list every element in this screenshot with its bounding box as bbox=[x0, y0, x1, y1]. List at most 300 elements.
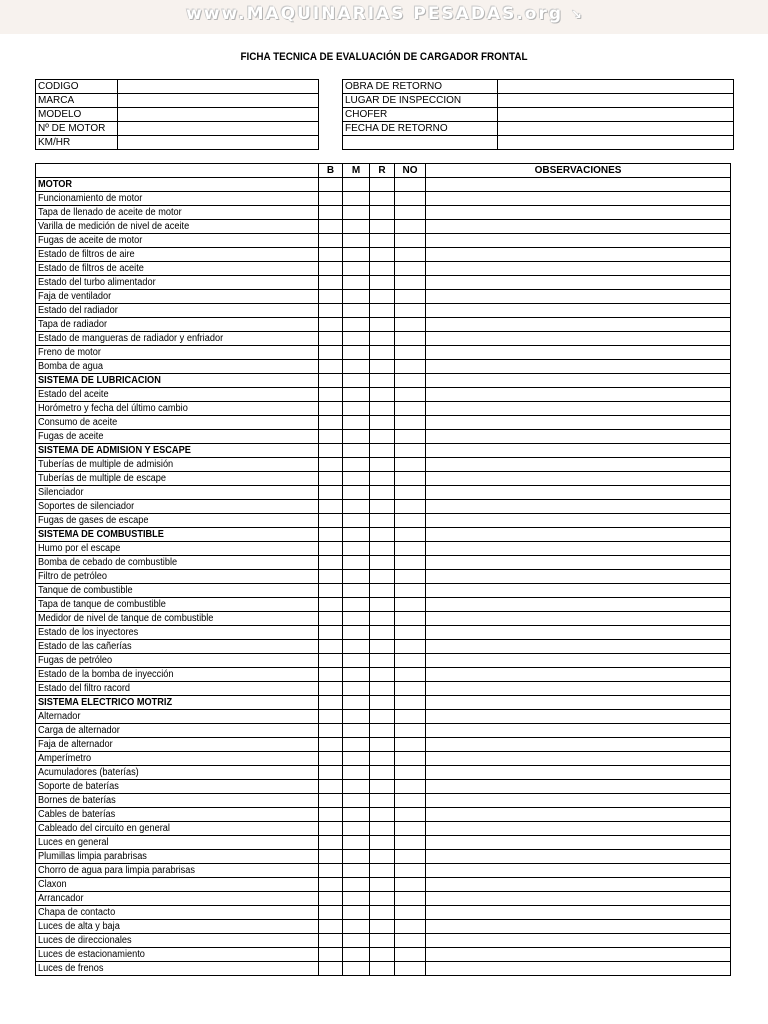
check-m-cell[interactable] bbox=[343, 780, 370, 794]
check-m-cell[interactable] bbox=[343, 304, 370, 318]
check-r-cell[interactable] bbox=[370, 486, 395, 500]
check-b-cell[interactable] bbox=[319, 332, 343, 346]
observaciones-cell[interactable] bbox=[426, 374, 731, 388]
check-no-cell[interactable] bbox=[395, 528, 426, 542]
check-b-cell[interactable] bbox=[319, 864, 343, 878]
check-no-cell[interactable] bbox=[395, 920, 426, 934]
check-b-cell[interactable] bbox=[319, 584, 343, 598]
check-b-cell[interactable] bbox=[319, 682, 343, 696]
check-no-cell[interactable] bbox=[395, 738, 426, 752]
observaciones-cell[interactable] bbox=[426, 640, 731, 654]
check-b-cell[interactable] bbox=[319, 360, 343, 374]
info-row bbox=[343, 122, 734, 136]
check-m-cell[interactable] bbox=[343, 486, 370, 500]
check-no-cell[interactable] bbox=[395, 430, 426, 444]
check-r-cell[interactable] bbox=[370, 206, 395, 220]
check-m-cell[interactable] bbox=[343, 276, 370, 290]
check-m-cell[interactable] bbox=[343, 836, 370, 850]
observaciones-cell[interactable] bbox=[426, 570, 731, 584]
check-no-cell[interactable] bbox=[395, 444, 426, 458]
observaciones-cell[interactable] bbox=[426, 276, 731, 290]
check-r-cell[interactable] bbox=[370, 542, 395, 556]
check-b-cell[interactable] bbox=[319, 668, 343, 682]
observaciones-cell[interactable] bbox=[426, 556, 731, 570]
check-no-cell[interactable] bbox=[395, 360, 426, 374]
observaciones-cell[interactable] bbox=[426, 430, 731, 444]
observaciones-cell[interactable] bbox=[426, 850, 731, 864]
check-r-cell[interactable] bbox=[370, 514, 395, 528]
check-m-cell[interactable] bbox=[343, 906, 370, 920]
check-r-cell[interactable] bbox=[370, 640, 395, 654]
check-r-cell[interactable] bbox=[370, 528, 395, 542]
check-b-cell[interactable] bbox=[319, 822, 343, 836]
observaciones-cell[interactable] bbox=[426, 654, 731, 668]
observaciones-cell[interactable] bbox=[426, 234, 731, 248]
check-no-cell[interactable] bbox=[395, 178, 426, 192]
info-value-field[interactable] bbox=[118, 136, 319, 150]
check-m-cell[interactable] bbox=[343, 556, 370, 570]
checklist-row bbox=[36, 808, 731, 822]
check-r-cell[interactable] bbox=[370, 416, 395, 430]
check-b-cell[interactable] bbox=[319, 542, 343, 556]
observaciones-cell[interactable] bbox=[426, 780, 731, 794]
check-no-cell[interactable] bbox=[395, 626, 426, 640]
check-m-cell[interactable] bbox=[343, 332, 370, 346]
observaciones-cell[interactable] bbox=[426, 668, 731, 682]
info-value-field[interactable] bbox=[118, 94, 319, 108]
info-row bbox=[343, 108, 734, 122]
check-r-cell[interactable] bbox=[370, 934, 395, 948]
check-b-cell[interactable] bbox=[319, 850, 343, 864]
check-b-cell[interactable] bbox=[319, 738, 343, 752]
observaciones-cell[interactable] bbox=[426, 332, 731, 346]
check-r-cell[interactable] bbox=[370, 822, 395, 836]
check-b-cell[interactable] bbox=[319, 444, 343, 458]
check-r-cell[interactable] bbox=[370, 920, 395, 934]
check-b-cell[interactable] bbox=[319, 304, 343, 318]
check-no-cell[interactable] bbox=[395, 864, 426, 878]
check-b-cell[interactable] bbox=[319, 220, 343, 234]
check-no-cell[interactable] bbox=[395, 500, 426, 514]
check-b-cell[interactable] bbox=[319, 696, 343, 710]
check-r-cell[interactable] bbox=[370, 808, 395, 822]
check-no-cell[interactable] bbox=[395, 276, 426, 290]
check-no-cell[interactable] bbox=[395, 822, 426, 836]
check-r-cell[interactable] bbox=[370, 430, 395, 444]
observaciones-cell[interactable] bbox=[426, 458, 731, 472]
check-m-cell[interactable] bbox=[343, 402, 370, 416]
check-m-cell[interactable] bbox=[343, 514, 370, 528]
check-m-cell[interactable] bbox=[343, 262, 370, 276]
check-r-cell[interactable] bbox=[370, 556, 395, 570]
check-m-cell[interactable] bbox=[343, 682, 370, 696]
observaciones-cell[interactable] bbox=[426, 206, 731, 220]
observaciones-cell[interactable] bbox=[426, 766, 731, 780]
observaciones-cell[interactable] bbox=[426, 472, 731, 486]
observaciones-cell[interactable] bbox=[426, 248, 731, 262]
observaciones-cell[interactable] bbox=[426, 304, 731, 318]
check-no-cell[interactable] bbox=[395, 346, 426, 360]
observaciones-cell[interactable] bbox=[426, 262, 731, 276]
check-r-cell[interactable] bbox=[370, 248, 395, 262]
check-no-cell[interactable] bbox=[395, 388, 426, 402]
check-no-cell[interactable] bbox=[395, 556, 426, 570]
info-value-field[interactable] bbox=[118, 80, 319, 94]
check-b-cell[interactable] bbox=[319, 878, 343, 892]
check-b-cell[interactable] bbox=[319, 318, 343, 332]
info-value-field[interactable] bbox=[498, 108, 734, 122]
check-r-cell[interactable] bbox=[370, 500, 395, 514]
check-m-cell[interactable] bbox=[343, 220, 370, 234]
observaciones-cell[interactable] bbox=[426, 500, 731, 514]
check-no-cell[interactable] bbox=[395, 948, 426, 962]
check-b-cell[interactable] bbox=[319, 640, 343, 654]
check-no-cell[interactable] bbox=[395, 668, 426, 682]
check-m-cell[interactable] bbox=[343, 234, 370, 248]
check-m-cell[interactable] bbox=[343, 472, 370, 486]
check-m-cell[interactable] bbox=[343, 738, 370, 752]
check-no-cell[interactable] bbox=[395, 780, 426, 794]
check-r-cell[interactable] bbox=[370, 458, 395, 472]
check-m-cell[interactable] bbox=[343, 878, 370, 892]
observaciones-cell[interactable] bbox=[426, 318, 731, 332]
check-no-cell[interactable] bbox=[395, 794, 426, 808]
check-b-cell[interactable] bbox=[319, 346, 343, 360]
check-b-cell[interactable] bbox=[319, 472, 343, 486]
observaciones-cell[interactable] bbox=[426, 682, 731, 696]
check-no-cell[interactable] bbox=[395, 290, 426, 304]
check-b-cell[interactable] bbox=[319, 934, 343, 948]
check-m-cell[interactable] bbox=[343, 850, 370, 864]
observaciones-cell[interactable] bbox=[426, 822, 731, 836]
check-r-cell[interactable] bbox=[370, 696, 395, 710]
check-m-cell[interactable] bbox=[343, 808, 370, 822]
check-m-cell[interactable] bbox=[343, 724, 370, 738]
check-r-cell[interactable] bbox=[370, 598, 395, 612]
header-item bbox=[36, 164, 319, 178]
check-m-cell[interactable] bbox=[343, 696, 370, 710]
check-m-cell[interactable] bbox=[343, 346, 370, 360]
check-r-cell[interactable] bbox=[370, 724, 395, 738]
check-r-cell[interactable] bbox=[370, 892, 395, 906]
observaciones-cell[interactable] bbox=[426, 934, 731, 948]
check-no-cell[interactable] bbox=[395, 192, 426, 206]
check-m-cell[interactable] bbox=[343, 290, 370, 304]
observaciones-cell[interactable] bbox=[426, 388, 731, 402]
check-b-cell[interactable] bbox=[319, 654, 343, 668]
check-b-cell[interactable] bbox=[319, 570, 343, 584]
check-m-cell[interactable] bbox=[343, 248, 370, 262]
check-m-cell[interactable] bbox=[343, 752, 370, 766]
check-no-cell[interactable] bbox=[395, 374, 426, 388]
observaciones-cell[interactable] bbox=[426, 542, 731, 556]
check-m-cell[interactable] bbox=[343, 962, 370, 976]
check-b-cell[interactable] bbox=[319, 416, 343, 430]
check-b-cell[interactable] bbox=[319, 808, 343, 822]
check-r-cell[interactable] bbox=[370, 178, 395, 192]
check-m-cell[interactable] bbox=[343, 178, 370, 192]
info-value-field[interactable] bbox=[498, 94, 734, 108]
check-r-cell[interactable] bbox=[370, 738, 395, 752]
check-no-cell[interactable] bbox=[395, 724, 426, 738]
check-no-cell[interactable] bbox=[395, 416, 426, 430]
observaciones-cell[interactable] bbox=[426, 808, 731, 822]
check-m-cell[interactable] bbox=[343, 598, 370, 612]
check-r-cell[interactable] bbox=[370, 850, 395, 864]
observaciones-cell[interactable] bbox=[426, 346, 731, 360]
check-b-cell[interactable] bbox=[319, 598, 343, 612]
check-r-cell[interactable] bbox=[370, 318, 395, 332]
check-b-cell[interactable] bbox=[319, 262, 343, 276]
check-r-cell[interactable] bbox=[370, 710, 395, 724]
check-r-cell[interactable] bbox=[370, 682, 395, 696]
check-b-cell[interactable] bbox=[319, 724, 343, 738]
info-value-field[interactable] bbox=[118, 108, 319, 122]
check-r-cell[interactable] bbox=[370, 332, 395, 346]
check-no-cell[interactable] bbox=[395, 766, 426, 780]
observaciones-cell[interactable] bbox=[426, 724, 731, 738]
check-r-cell[interactable] bbox=[370, 220, 395, 234]
check-m-cell[interactable] bbox=[343, 920, 370, 934]
observaciones-cell[interactable] bbox=[426, 864, 731, 878]
check-r-cell[interactable] bbox=[370, 836, 395, 850]
check-b-cell[interactable] bbox=[319, 248, 343, 262]
check-b-cell[interactable] bbox=[319, 920, 343, 934]
check-no-cell[interactable] bbox=[395, 472, 426, 486]
check-m-cell[interactable] bbox=[343, 444, 370, 458]
observaciones-cell[interactable] bbox=[426, 416, 731, 430]
check-no-cell[interactable] bbox=[395, 682, 426, 696]
check-b-cell[interactable] bbox=[319, 710, 343, 724]
check-no-cell[interactable] bbox=[395, 248, 426, 262]
check-r-cell[interactable] bbox=[370, 612, 395, 626]
check-no-cell[interactable] bbox=[395, 234, 426, 248]
check-b-cell[interactable] bbox=[319, 556, 343, 570]
observaciones-cell[interactable] bbox=[426, 794, 731, 808]
check-r-cell[interactable] bbox=[370, 472, 395, 486]
check-r-cell[interactable] bbox=[370, 276, 395, 290]
check-b-cell[interactable] bbox=[319, 528, 343, 542]
check-b-cell[interactable] bbox=[319, 766, 343, 780]
check-no-cell[interactable] bbox=[395, 332, 426, 346]
check-b-cell[interactable] bbox=[319, 192, 343, 206]
check-r-cell[interactable] bbox=[370, 878, 395, 892]
observaciones-cell[interactable] bbox=[426, 878, 731, 892]
observaciones-cell[interactable] bbox=[426, 892, 731, 906]
check-m-cell[interactable] bbox=[343, 430, 370, 444]
check-r-cell[interactable] bbox=[370, 654, 395, 668]
check-no-cell[interactable] bbox=[395, 640, 426, 654]
observaciones-cell[interactable] bbox=[426, 948, 731, 962]
observaciones-cell[interactable] bbox=[426, 528, 731, 542]
check-b-cell[interactable] bbox=[319, 206, 343, 220]
check-no-cell[interactable] bbox=[395, 934, 426, 948]
check-no-cell[interactable] bbox=[395, 570, 426, 584]
check-m-cell[interactable] bbox=[343, 388, 370, 402]
check-no-cell[interactable] bbox=[395, 318, 426, 332]
observaciones-cell[interactable] bbox=[426, 752, 731, 766]
check-r-cell[interactable] bbox=[370, 346, 395, 360]
observaciones-cell[interactable] bbox=[426, 220, 731, 234]
observaciones-cell[interactable] bbox=[426, 178, 731, 192]
check-m-cell[interactable] bbox=[343, 416, 370, 430]
check-no-cell[interactable] bbox=[395, 220, 426, 234]
info-value-field[interactable] bbox=[498, 122, 734, 136]
check-m-cell[interactable] bbox=[343, 570, 370, 584]
check-b-cell[interactable] bbox=[319, 178, 343, 192]
check-b-cell[interactable] bbox=[319, 794, 343, 808]
check-m-cell[interactable] bbox=[343, 542, 370, 556]
check-m-cell[interactable] bbox=[343, 654, 370, 668]
info-value-field[interactable] bbox=[498, 80, 734, 94]
check-r-cell[interactable] bbox=[370, 304, 395, 318]
check-r-cell[interactable] bbox=[370, 752, 395, 766]
check-m-cell[interactable] bbox=[343, 710, 370, 724]
observaciones-cell[interactable] bbox=[426, 626, 731, 640]
observaciones-cell[interactable] bbox=[426, 360, 731, 374]
check-no-cell[interactable] bbox=[395, 696, 426, 710]
observaciones-cell[interactable] bbox=[426, 738, 731, 752]
check-m-cell[interactable] bbox=[343, 934, 370, 948]
check-r-cell[interactable] bbox=[370, 794, 395, 808]
check-r-cell[interactable] bbox=[370, 570, 395, 584]
check-r-cell[interactable] bbox=[370, 444, 395, 458]
check-no-cell[interactable] bbox=[395, 458, 426, 472]
check-r-cell[interactable] bbox=[370, 360, 395, 374]
check-m-cell[interactable] bbox=[343, 458, 370, 472]
check-m-cell[interactable] bbox=[343, 864, 370, 878]
check-m-cell[interactable] bbox=[343, 822, 370, 836]
observaciones-cell[interactable] bbox=[426, 962, 731, 976]
observaciones-cell[interactable] bbox=[426, 444, 731, 458]
check-no-cell[interactable] bbox=[395, 206, 426, 220]
check-m-cell[interactable] bbox=[343, 318, 370, 332]
check-r-cell[interactable] bbox=[370, 234, 395, 248]
check-m-cell[interactable] bbox=[343, 892, 370, 906]
check-m-cell[interactable] bbox=[343, 584, 370, 598]
check-no-cell[interactable] bbox=[395, 542, 426, 556]
check-r-cell[interactable] bbox=[370, 192, 395, 206]
check-m-cell[interactable] bbox=[343, 360, 370, 374]
check-no-cell[interactable] bbox=[395, 962, 426, 976]
check-no-cell[interactable] bbox=[395, 836, 426, 850]
observaciones-cell[interactable] bbox=[426, 598, 731, 612]
check-m-cell[interactable] bbox=[343, 500, 370, 514]
check-no-cell[interactable] bbox=[395, 850, 426, 864]
check-no-cell[interactable] bbox=[395, 402, 426, 416]
check-no-cell[interactable] bbox=[395, 486, 426, 500]
observaciones-cell[interactable] bbox=[426, 402, 731, 416]
check-b-cell[interactable] bbox=[319, 486, 343, 500]
observaciones-cell[interactable] bbox=[426, 584, 731, 598]
check-b-cell[interactable] bbox=[319, 836, 343, 850]
check-no-cell[interactable] bbox=[395, 752, 426, 766]
check-b-cell[interactable] bbox=[319, 612, 343, 626]
check-r-cell[interactable] bbox=[370, 906, 395, 920]
info-value-field[interactable] bbox=[498, 136, 734, 150]
observaciones-cell[interactable] bbox=[426, 290, 731, 304]
checklist-item bbox=[36, 822, 319, 836]
check-r-cell[interactable] bbox=[370, 402, 395, 416]
check-b-cell[interactable] bbox=[319, 752, 343, 766]
check-b-cell[interactable] bbox=[319, 290, 343, 304]
check-m-cell[interactable] bbox=[343, 528, 370, 542]
check-r-cell[interactable] bbox=[370, 388, 395, 402]
check-r-cell[interactable] bbox=[370, 290, 395, 304]
check-b-cell[interactable] bbox=[319, 962, 343, 976]
check-b-cell[interactable] bbox=[319, 276, 343, 290]
check-b-cell[interactable] bbox=[319, 500, 343, 514]
observaciones-cell[interactable] bbox=[426, 836, 731, 850]
check-m-cell[interactable] bbox=[343, 192, 370, 206]
observaciones-cell[interactable] bbox=[426, 696, 731, 710]
check-no-cell[interactable] bbox=[395, 612, 426, 626]
check-no-cell[interactable] bbox=[395, 808, 426, 822]
check-no-cell[interactable] bbox=[395, 892, 426, 906]
observaciones-cell[interactable] bbox=[426, 192, 731, 206]
check-b-cell[interactable] bbox=[319, 234, 343, 248]
observaciones-cell[interactable] bbox=[426, 710, 731, 724]
check-no-cell[interactable] bbox=[395, 654, 426, 668]
check-m-cell[interactable] bbox=[343, 766, 370, 780]
check-b-cell[interactable] bbox=[319, 374, 343, 388]
observaciones-cell[interactable] bbox=[426, 486, 731, 500]
check-no-cell[interactable] bbox=[395, 304, 426, 318]
check-b-cell[interactable] bbox=[319, 780, 343, 794]
check-m-cell[interactable] bbox=[343, 374, 370, 388]
info-value-field[interactable] bbox=[118, 122, 319, 136]
check-r-cell[interactable] bbox=[370, 626, 395, 640]
observaciones-cell[interactable] bbox=[426, 906, 731, 920]
check-no-cell[interactable] bbox=[395, 878, 426, 892]
check-no-cell[interactable] bbox=[395, 514, 426, 528]
check-r-cell[interactable] bbox=[370, 948, 395, 962]
check-b-cell[interactable] bbox=[319, 388, 343, 402]
check-no-cell[interactable] bbox=[395, 584, 426, 598]
check-r-cell[interactable] bbox=[370, 864, 395, 878]
check-m-cell[interactable] bbox=[343, 668, 370, 682]
check-b-cell[interactable] bbox=[319, 892, 343, 906]
check-m-cell[interactable] bbox=[343, 612, 370, 626]
check-r-cell[interactable] bbox=[370, 668, 395, 682]
check-m-cell[interactable] bbox=[343, 626, 370, 640]
check-b-cell[interactable] bbox=[319, 514, 343, 528]
check-m-cell[interactable] bbox=[343, 794, 370, 808]
check-no-cell[interactable] bbox=[395, 906, 426, 920]
check-m-cell[interactable] bbox=[343, 206, 370, 220]
check-no-cell[interactable] bbox=[395, 710, 426, 724]
check-b-cell[interactable] bbox=[319, 430, 343, 444]
check-r-cell[interactable] bbox=[370, 374, 395, 388]
check-b-cell[interactable] bbox=[319, 402, 343, 416]
check-m-cell[interactable] bbox=[343, 948, 370, 962]
check-r-cell[interactable] bbox=[370, 584, 395, 598]
check-r-cell[interactable] bbox=[370, 766, 395, 780]
check-r-cell[interactable] bbox=[370, 780, 395, 794]
observaciones-cell[interactable] bbox=[426, 514, 731, 528]
check-no-cell[interactable] bbox=[395, 262, 426, 276]
check-r-cell[interactable] bbox=[370, 962, 395, 976]
check-m-cell[interactable] bbox=[343, 640, 370, 654]
check-b-cell[interactable] bbox=[319, 458, 343, 472]
check-no-cell[interactable] bbox=[395, 598, 426, 612]
observaciones-cell[interactable] bbox=[426, 920, 731, 934]
observaciones-cell[interactable] bbox=[426, 612, 731, 626]
check-b-cell[interactable] bbox=[319, 948, 343, 962]
check-b-cell[interactable] bbox=[319, 626, 343, 640]
check-b-cell[interactable] bbox=[319, 906, 343, 920]
check-r-cell[interactable] bbox=[370, 262, 395, 276]
